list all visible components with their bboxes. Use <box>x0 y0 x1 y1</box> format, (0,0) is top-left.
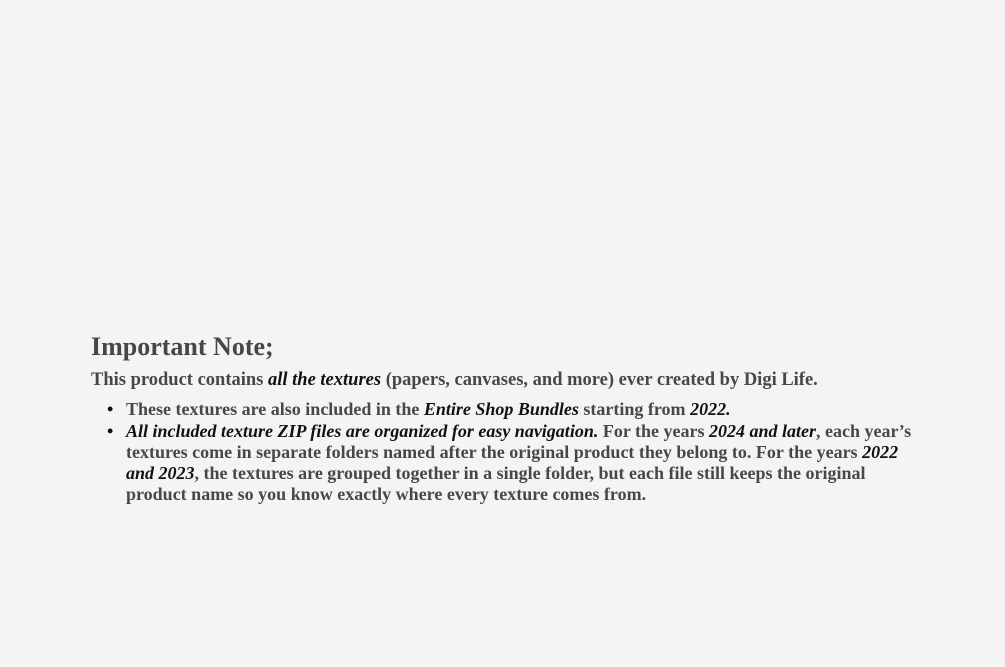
point-emphasis: 2022 and 2023 <box>126 442 899 483</box>
note-points-list <box>91 399 921 505</box>
point-emphasis: All included texture ZIP files are organized for easy navigation. <box>126 421 599 441</box>
point-text: starting from <box>578 399 691 419</box>
intro-emphasis: all the textures <box>268 370 382 390</box>
list-item <box>107 399 921 420</box>
note-intro <box>91 367 921 393</box>
point-text: For the years <box>598 421 709 441</box>
point-emphasis: 2024 and later <box>708 421 816 441</box>
bullet-icon: • <box>107 399 114 419</box>
point-emphasis: Entire Shop Bundles <box>423 399 579 419</box>
point-text: , the textures are grouped together in a single folder, but each file still keeps the original product name so you know exactly where every texture comes from. <box>126 463 866 504</box>
intro-text-after: (papers, canvases, and more) ever created by Digi Life. <box>381 370 818 390</box>
intro-text-before: This product contains <box>91 370 268 390</box>
important-note <box>91 331 921 505</box>
point-text: , each year’s textures come in separate folders named after the original product they belong to. For the years <box>126 421 912 462</box>
list-item <box>107 421 921 505</box>
point-emphasis: 2022. <box>690 399 731 419</box>
point-text: These textures are also included in the <box>126 399 424 419</box>
note-title: Important Note; <box>91 332 274 361</box>
bullet-icon: • <box>107 421 114 441</box>
